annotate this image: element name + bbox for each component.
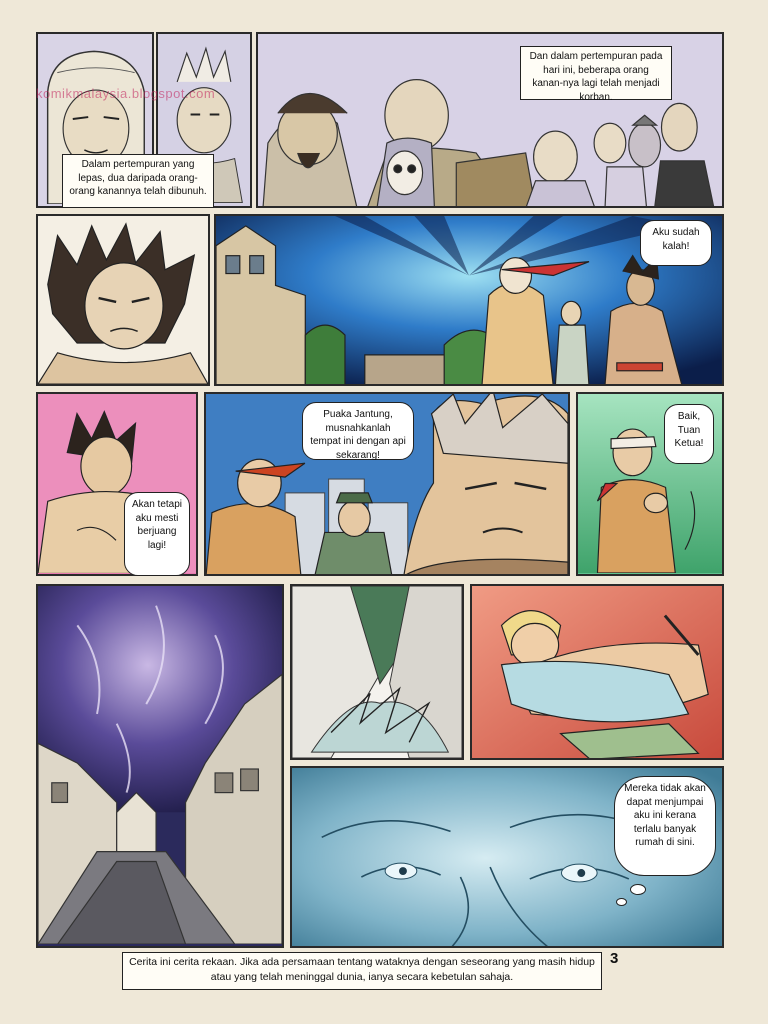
bubble-yes-master: Baik, Tuan Ketua!: [664, 404, 714, 464]
panel-struggle: [470, 584, 724, 760]
storm-street-art: [38, 586, 282, 944]
page-number: 3: [610, 950, 619, 967]
panel-storm-street: [36, 584, 284, 948]
panel-impact: [290, 584, 464, 760]
wild-hair-man-art: [38, 216, 208, 384]
bubble-defeated: Aku sudah kalah!: [640, 220, 712, 266]
thought-dot-small: [616, 898, 627, 906]
thought-bubble-hiding: Mereka tidak akan dapat menjumpai aku ini kerana terlalu banyak rumah di sini.: [614, 776, 716, 876]
bubble-burn-order: Puaka Jantung, musnahkanlah tempat ini dengan api sekarang!: [302, 402, 414, 460]
struggle-art: [472, 586, 722, 759]
panel-wild-hair-man: [36, 214, 210, 386]
caption-previous-battle: Dalam pertempuran yang lepas, dua daripada orang-orang kanannya telah dibunuh.: [62, 154, 214, 208]
thought-dot-large: [630, 884, 646, 895]
bubble-must-fight: Akan tetapi aku mesti berjuang lagi!: [124, 492, 190, 576]
watermark-text: komikmalaysia.blogspot.com: [36, 86, 216, 101]
impact-art: [292, 586, 462, 758]
caption-todays-battle: Dan dalam pertempuran pada hari ini, beberapa orang kanan-nya lagi telah menjadi korban.: [520, 46, 672, 100]
disclaimer-note: Cerita ini cerita rekaan. Jika ada persamaan tentang wataknya dengan seseorang yang masih hidup atau yang telah meninggal dunia, ianya secara kebetulan sahaja.: [122, 952, 602, 990]
